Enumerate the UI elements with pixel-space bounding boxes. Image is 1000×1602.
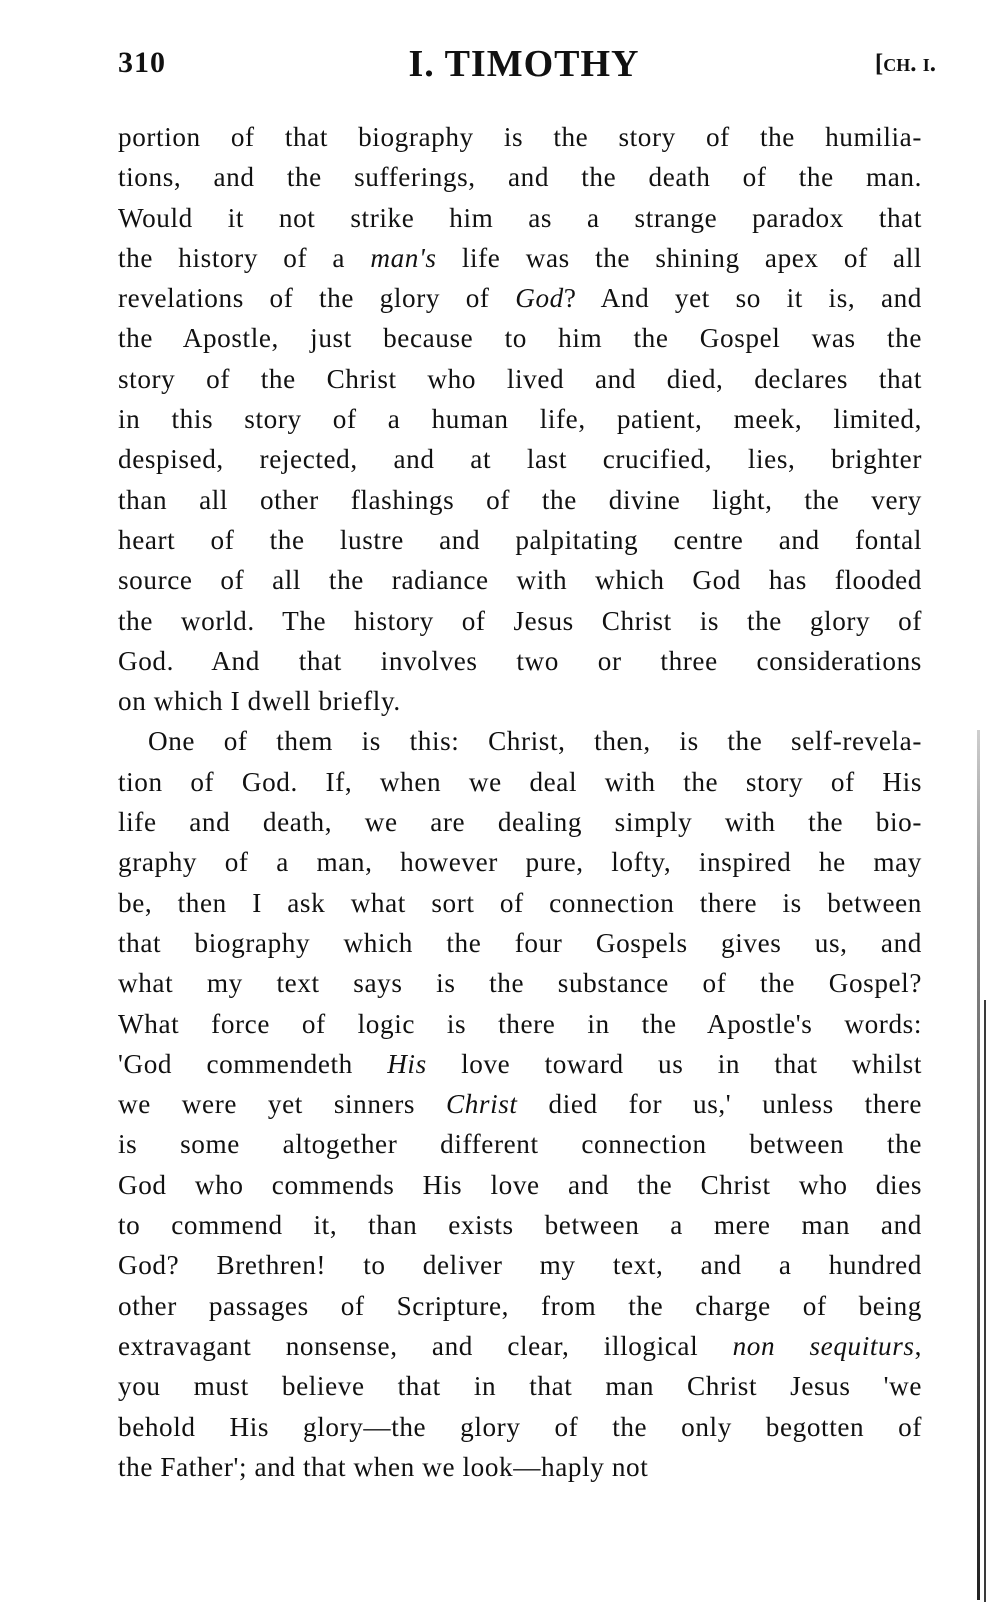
text-line: source of all the radiance with which God has flooded <box>118 565 922 596</box>
text-line: 'God commendeth His love toward us in that whilst <box>118 1048 922 1079</box>
text-line: we were yet sinners Christ died for us,' unless there <box>118 1089 922 1120</box>
text-line: God? Brethren! to deliver my text, and a hundred <box>118 1250 922 1281</box>
text-line: behold His glory—the glory of the only begotten of <box>118 1411 922 1442</box>
chapter-mark: [ch. i. <box>874 50 936 77</box>
text-line: other passages of Scripture, from the charge of being <box>118 1290 922 1321</box>
text-line: story of the Christ who lived and died, declares that <box>118 363 922 394</box>
paragraph-1 <box>118 117 922 721</box>
text-line: extravagant nonsense, and clear, illogical non sequiturs, <box>118 1330 922 1361</box>
text-line: God. And that involves two or three considerations <box>118 645 922 676</box>
text-line: be, then I ask what sort of connection there is between <box>118 887 922 918</box>
body-text <box>118 117 922 1487</box>
text-line: that biography which the four Gospels gives us, and <box>118 927 922 958</box>
text-line: you must believe that in that man Christ Jesus 'we <box>118 1371 922 1402</box>
text-line: is some altogether different connection between the <box>118 1129 922 1160</box>
text-line: revelations of the glory of God? And yet so it is, and <box>118 283 922 314</box>
text-line: what my text says is the substance of the Gospel? <box>118 968 922 999</box>
scan-edge-line <box>984 1000 986 1602</box>
text-line: heart of the lustre and palpitating centre and fontal <box>118 524 922 555</box>
paragraph-2 <box>118 721 922 1487</box>
text-line: graphy of a man, however pure, lofty, inspired he may <box>118 847 922 878</box>
text-line: One of them is this: Christ, then, is the self-revela- <box>148 726 922 757</box>
running-title: I. TIMOTHY <box>408 43 640 85</box>
text-line: portion of that biography is the story of the humilia- <box>118 122 922 152</box>
text-line: despised, rejected, and at last crucified, lies, brighter <box>118 444 922 475</box>
text-line: God who commends His love and the Christ who dies <box>118 1169 922 1200</box>
text-line: in this story of a human life, patient, meek, limited, <box>118 404 922 435</box>
text-line: Would it not strike him as a strange paradox that <box>118 202 922 233</box>
text-line: on which I dwell briefly. <box>118 686 401 717</box>
scan-edge-shadow <box>977 730 980 1600</box>
text-line: What force of logic is there in the Apostle's words: <box>118 1008 922 1039</box>
text-line: the Father'; and that when we look—haply not <box>118 1451 649 1482</box>
text-line: the world. The history of Jesus Christ is the glory of <box>118 605 922 636</box>
text-line: to commend it, than exists between a mere man and <box>118 1210 922 1241</box>
text-line: life and death, we are dealing simply with the bio- <box>118 807 922 838</box>
text-line: tion of God. If, when we deal with the story of His <box>118 766 922 797</box>
text-line: than all other flashings of the divine light, the very <box>118 484 922 515</box>
text-line: the Apostle, just because to him the Gospel was the <box>118 323 922 354</box>
page-number: 310 <box>118 46 166 79</box>
text-line: tions, and the sufferings, and the death of the man. <box>118 162 922 193</box>
page-header <box>118 42 936 92</box>
text-line: the history of a man's life was the shining apex of all <box>118 242 922 273</box>
